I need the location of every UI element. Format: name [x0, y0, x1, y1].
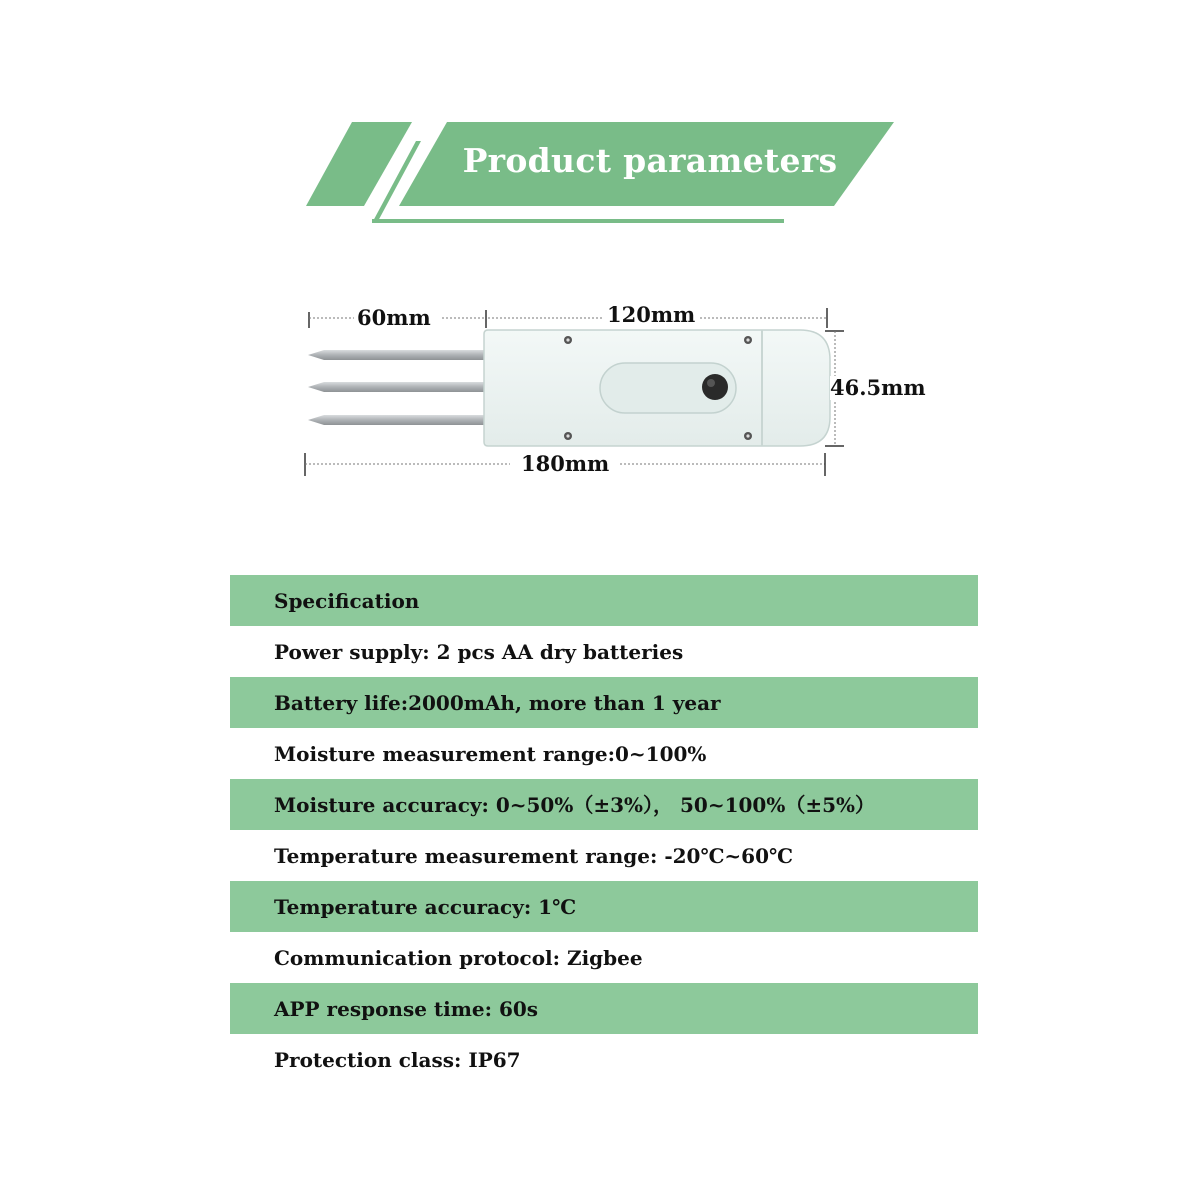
spec-row-communication-protocol	[230, 932, 978, 983]
spec-row-power-supply	[230, 626, 978, 677]
specification-table	[230, 575, 978, 1085]
spec-text: Battery life:2000mAh, more than 1 year	[274, 690, 721, 715]
spec-text: Temperature measurement range: -20℃~60℃	[274, 843, 793, 868]
spec-row-protection-class	[230, 1034, 978, 1085]
spec-row-moisture-range	[230, 728, 978, 779]
spec-row-app-response-time	[230, 983, 978, 1034]
spec-row-battery-life	[230, 677, 978, 728]
title-banner	[300, 115, 900, 230]
height-label: 46.5mm	[830, 375, 926, 400]
spec-header-row	[230, 575, 978, 626]
spec-row-temperature-accuracy	[230, 881, 978, 932]
spec-text: Protection class: IP67	[274, 1047, 521, 1072]
sensor-body	[484, 330, 830, 446]
probe-length-label: 60mm	[354, 306, 434, 330]
page-title: Product parameters	[462, 141, 838, 180]
spec-text: Communication protocol: Zigbee	[274, 945, 643, 970]
spec-header: Specification	[274, 588, 420, 613]
total-length-label: 180mm	[518, 452, 612, 476]
spec-row-moisture-accuracy	[230, 779, 978, 830]
spec-row-temperature-range	[230, 830, 978, 881]
spec-text: Moisture accuracy: 0~50%（±3%）， 50~100%（±5%）	[274, 792, 876, 817]
spec-text: Temperature accuracy: 1℃	[274, 894, 577, 919]
spec-text: Power supply: 2 pcs AA dry batteries	[274, 639, 684, 664]
body-length-label: 120mm	[604, 303, 698, 327]
banner-stripe-left	[306, 122, 412, 206]
probe-pins	[308, 350, 486, 425]
banner-underline	[372, 219, 784, 223]
spec-text: APP response time: 60s	[274, 996, 539, 1021]
dimension-diagram	[290, 290, 940, 490]
spec-text: Moisture measurement range:0~100%	[274, 741, 707, 766]
